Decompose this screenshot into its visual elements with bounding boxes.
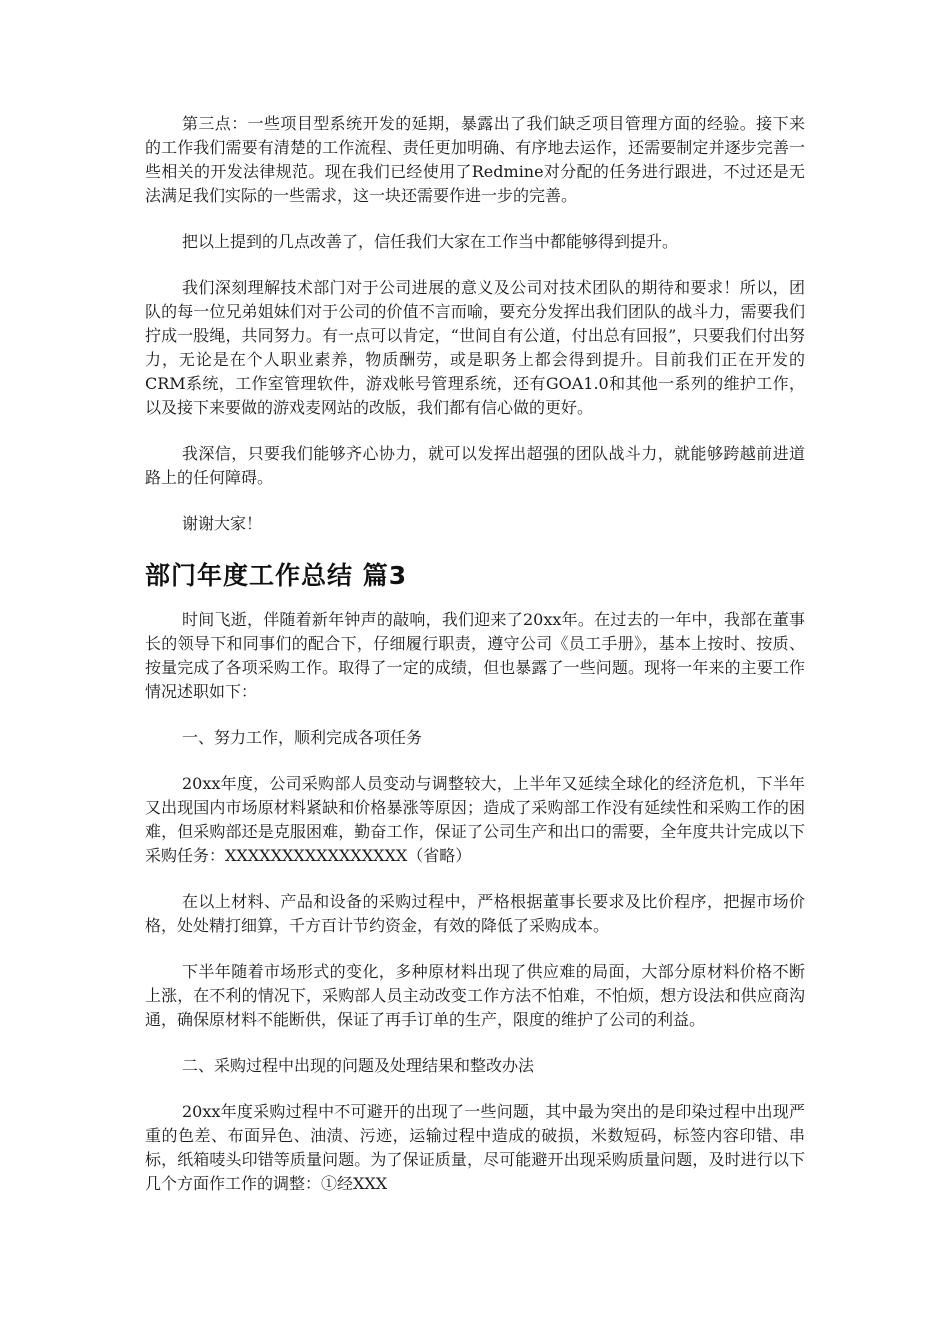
subheading-two: 二、采购过程中出现的问题及处理结果和整改办法 bbox=[182, 1056, 535, 1075]
paragraph-team-expectation: 我们深刻理解技术部门对于公司进展的意义及公司对技术团队的期待和要求！所以，团队的每一位兄弟姐妹们对于公司的价值不言而喻，要充分发挥出我们团队的战斗力，需要我们拧成一股绳，共同努力。有一点可以肯定，“世间自有公道，付出总有回报”，只要我们付出努力，无论是在个人职业素养，物质酬劳，或是职务上都会得到提升。目前我们正在开发的CRM系统，工作室管理软件，游戏帐号管理系统，还有GOA1.0和其他一系列的维护工作，以及接下来要做的游戏麦网站的改版，我们都有信心做的更好。 bbox=[145, 278, 805, 417]
paragraph-annual-tasks: 20xx年度，公司采购部人员变动与调整较大，上半年又延续全球化的经济危机，下半年又出现国内市场原材料紧缺和价格暴涨等原因；造成了采购部工作没有延续性和采购工作的困难，但采购部还是克服困难，勤奋工作，保证了公司生产和出口的需要，全年度共计完成以下采购任务：XXXXXXXXXXXXXXXX（省略） bbox=[145, 774, 805, 865]
paragraph-cost-control: 在以上材料、产品和设备的采购过程中，严格根据董事长要求及比价程序，把握市场价格，处处精打细算，千方百计节约资金，有效的降低了采购成本。 bbox=[145, 892, 805, 935]
paragraph-market-change: 下半年随着市场形式的变化，多种原材料出现了供应难的局面，大部分原材料价格不断上涨，在不利的情况下，采购部人员主动改变工作方法不怕难，不怕烦，想方设法和供应商沟通，确保原材料不能断供，保证了再手订单的生产，限度的维护了公司的利益。 bbox=[145, 962, 805, 1029]
paragraph-improvement: 把以上提到的几点改善了，信任我们大家在工作当中都能够得到提升。 bbox=[182, 232, 679, 251]
paragraph-quality-issues: 20xx年度采购过程中不可避开的出现了一些问题，其中最为突出的是印染过程中出现严重的色差、布面异色、油渍、污迹，运输过程中造成的破损，米数短码，标签内容印错、串标，纸箱唛头印错等质量问题。为了保证质量，尽可能避开出现采购质量问题，及时进行以下几个方面作工作的调整：①经XXX bbox=[145, 1102, 805, 1193]
paragraph-point-three: 第三点：一些项目型系统开发的延期，暴露出了我们缺乏项目管理方面的经验。接下来的工作我们需要有清楚的工作流程、责任更加明确、有序地去运作，还需要制定并逐步完善一些相关的开发法律规范。现在我们已经使用了Redmine对分配的任务进行跟进，不过还是无法满足我们实际的一些需求，这一块还需要作进一步的完善。 bbox=[145, 114, 805, 205]
document-page bbox=[145, 112, 805, 1218]
paragraph-confidence: 我深信，只要我们能够齐心协力，就可以发挥出超强的团队战斗力，就能够跨越前进道路上的任何障碍。 bbox=[145, 444, 805, 487]
section-heading: 部门年度工作总结 篇3 bbox=[145, 561, 408, 590]
subheading-one: 一、努力工作，顺利完成各项任务 bbox=[182, 728, 423, 747]
paragraph-intro: 时间飞逝，伴随着新年钟声的敲响，我们迎来了20xx年。在过去的一年中，我部在董事长的领导下和同事们的配合下，仔细履行职责，遵守公司《员工手册》，基本上按时、按质、按量完成了各项采购工作。取得了一定的成绩，但也暴露了一些问题。现将一年来的主要工作情况述职如下： bbox=[145, 610, 805, 701]
paragraph-thanks: 谢谢大家！ bbox=[182, 514, 263, 533]
